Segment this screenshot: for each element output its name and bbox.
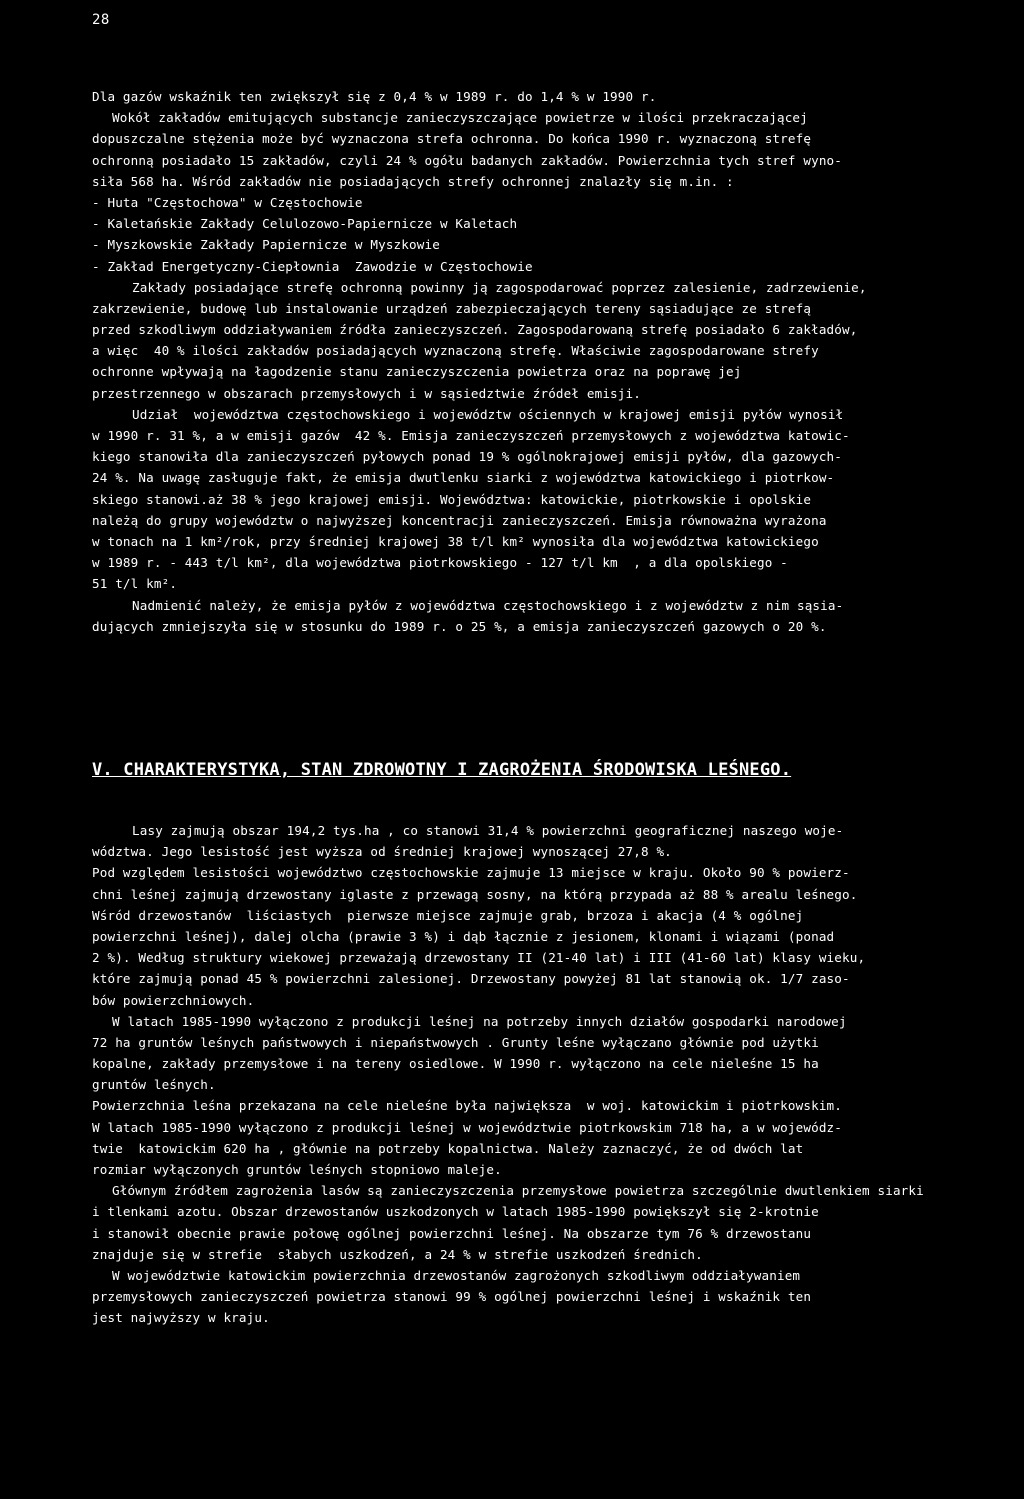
text-line: Udział województwa częstochowskiego i województw ościennych w krajowej emisji pyłów wynosił — [132, 406, 844, 422]
text-line: Powierzchnia leśna przekazana na cele nieleśne była największa w woj. katowickim i piotrkowskim. — [92, 1098, 843, 1114]
text-line: przestrzennego w obszarach przemysłowych i w sąsiedztwie źródeł emisji. — [92, 385, 641, 401]
text-line: w 1990 r. 31 %, a w emisji gazów 42 %. Emisja zanieczyszczeń przemysłowych z województwa katowic- — [92, 428, 850, 443]
text-line: skiego stanowi.aż 38 % jego krajowej emisji. Województwa: katowickie, piotrkowskie i opolskie — [92, 491, 812, 507]
page-number: 28 — [92, 12, 110, 28]
text-line: i tlenkami azotu. Obszar drzewostanów uszkodzonych w latach 1985-1990 powiększył się 2-krotnie — [92, 1204, 819, 1220]
text-line: 51 t/l km². — [92, 576, 178, 592]
text-line: Zakłady posiadające strefę ochronną powinny ją zagospodarować poprzez zalesienie, zadrzewienie, — [132, 279, 867, 295]
text-line: 2 %). Według struktury wiekowej przeważają drzewostany II (21-40 lat) i III (41-60 lat) klasy wieku, — [92, 950, 866, 966]
text-line: a więc 40 % ilości zakładów posiadających wyznaczoną strefę. Właściwie zagospodarowane strefy — [92, 343, 819, 359]
text-line: zakrzewienie, budowę lub instalowanie urządzeń zabezpieczających tereny sąsiadujące ze strefą — [92, 300, 812, 316]
text-line: 24 %. Na uwagę zasługuje fakt, że emisja dwutlenku siarki z województwa katowickiego i piotrkow- — [92, 470, 835, 486]
text-line: dujących zmniejszyła się w stosunku do 1989 r. o 25 %, a emisja zanieczyszczeń gazowych o 20 %. — [92, 618, 827, 634]
text-line: W latach 1985-1990 wyłączono z produkcji leśnej w województwie piotrkowskim 718 ha, a w wojewódz- — [92, 1119, 843, 1135]
text-line: które zajmują ponad 45 % powierzchni zalesionej. Drzewostany powyżej 81 lat stanowią ok. 1/7 zaso- — [92, 971, 850, 987]
body-text-block-2 — [92, 820, 992, 1329]
text-line: siła 568 ha. Wśród zakładów nie posiadających strefy ochronnej znalazły się m.in. : — [92, 173, 734, 189]
text-line: Pod względem lesistości województwo częstochowskie zajmuje 13 miejsce w kraju. Około 90 % powierz- — [92, 865, 850, 881]
text-line: Nadmienić należy, że emisja pyłów z województwa częstochowskiego i z województw z nim sąsia- — [132, 597, 844, 613]
section-heading: V. CHARAKTERYSTYKA, STAN ZDROWOTNY I ZAGROŻENIA ŚRODOWISKA LEŚNEGO. — [92, 760, 792, 780]
text-line: rozmiar wyłączonych gruntów leśnych stopniowo maleje. — [92, 1162, 502, 1177]
list-item: - Zakład Energetyczny-Ciepłownia Zawodzie w Częstochowie — [92, 258, 533, 274]
text-line: przed szkodliwym oddziaływaniem źródła zanieczyszczeń. Zagospodarowaną strefę posiadało 6 zakładów, — [92, 322, 858, 338]
text-line: ochronną posiadało 15 zakładów, czyli 24 % ogółu badanych zakładów. Powierzchnia tych stref wyno- — [92, 152, 843, 168]
list-item: - Myszkowskie Zakłady Papiernicze w Myszkowie — [92, 237, 440, 253]
text-line: Dla gazów wskaźnik ten zwiększył się z 0,4 % w 1989 r. do 1,4 % w 1990 r. — [92, 89, 657, 104]
text-line: Wokół zakładów emitujących substancje zanieczyszczające powietrze w ilości przekraczającej — [112, 110, 808, 126]
body-text-block-1 — [92, 86, 992, 637]
text-line: W latach 1985-1990 wyłączono z produkcji leśnej na potrzeby innych działów gospodarki narodowej — [112, 1013, 847, 1029]
text-line: kiego stanowiła dla zanieczyszczeń pyłowych ponad 19 % ogólnokrajowej emisji pyłów, dla gazowych- — [92, 449, 843, 465]
text-line: chni leśnej zajmują drzewostany iglaste z przewagą sosny, na którą przypada aż 88 % arealu leśnego. — [92, 886, 858, 902]
text-line: jest najwyższy w kraju. — [92, 1310, 270, 1326]
text-line: 72 ha gruntów leśnych państwowych i niepaństwowych . Grunty leśne wyłączano głównie pod użytki — [92, 1034, 819, 1050]
list-item: - Kaletańskie Zakłady Celulozowo-Papiernicze w Kaletach — [92, 216, 518, 232]
text-line: twie katowickim 620 ha , głównie na potrzeby kopalnictwa. Należy zaznaczyć, że od dwóch lat — [92, 1140, 804, 1156]
text-line: należą do grupy województw o najwyższej koncentracji zanieczyszczeń. Emisja równoważna wyrażona — [92, 512, 827, 528]
text-line: W województwie katowickim powierzchnia drzewostanów zagrożonych szkodliwym oddziaływaniem — [112, 1267, 801, 1283]
text-line: Wśród drzewostanów liściastych pierwsze miejsce zajmuje grab, brzoza i akacja (4 % ogólnej — [92, 907, 804, 923]
text-line: znajduje się w strefie słabych uszkodzeń, a 24 % w strefie uszkodzeń średnich. — [92, 1246, 703, 1262]
text-line: ochronne wpływają na łagodzenie stanu zanieczyszczenia powietrza oraz na poprawę jej — [92, 364, 742, 380]
text-line: gruntów leśnych. — [92, 1077, 216, 1093]
text-line: w tonach na 1 km²/rok, przy średniej krajowej 38 t/l km² wynosiła dla województwa katowickiego — [92, 533, 819, 549]
text-line: kopalne, zakłady przemysłowe i na tereny osiedlowe. W 1990 r. wyłączono na cele nieleśne 15 ha — [92, 1056, 819, 1072]
text-line: bów powierzchniowych. — [92, 992, 255, 1008]
list-item: - Huta "Częstochowa" w Częstochowie — [92, 194, 363, 210]
text-line: Głównym źródłem zagrożenia lasów są zanieczyszczenia przemysłowe powietrza szczególnie dwutlenkiem siarki — [112, 1183, 924, 1199]
text-line: i stanowił obecnie prawie połowę ogólnej powierzchni leśnej. Na obszarze tym 76 % drzewostanu — [92, 1225, 812, 1241]
text-line: wództwa. Jego lesistość jest wyższa od średniej krajowej wynoszącej 27,8 %. — [92, 844, 672, 860]
text-line: przemysłowych zanieczyszczeń powietrza stanowi 99 % ogólnej powierzchni leśnej i wskaźnik ten — [92, 1289, 812, 1305]
text-line: dopuszczalne stężenia może być wyznaczona strefa ochronna. Do końca 1990 r. wyznaczoną strefę — [92, 131, 812, 147]
text-line: w 1989 r. - 443 t/l km², dla województwa piotrkowskiego - 127 t/l km , a dla opolskiego - — [92, 555, 788, 571]
text-line: Lasy zajmują obszar 194,2 tys.ha , co stanowi 31,4 % powierzchni geograficznej naszego woje- — [132, 823, 844, 838]
text-line: powierzchni leśnej), dalej olcha (prawie 3 %) i dąb łącznie z jesionem, klonami i wiązami (ponad — [92, 928, 835, 944]
